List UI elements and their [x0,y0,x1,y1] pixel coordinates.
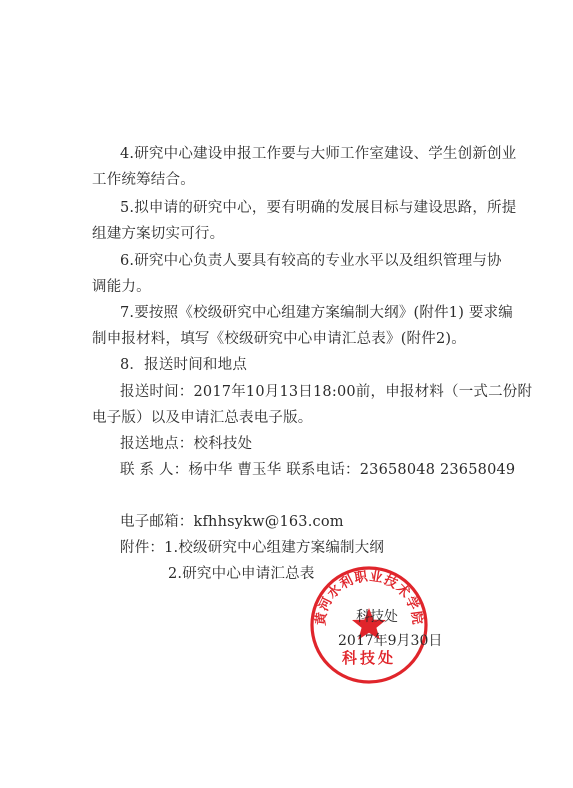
submit-time-line-2: 电子版）以及申请汇总表电子版。 [92,410,313,426]
paragraph-6-line-2: 调能力。 [92,279,151,295]
signature-department: 科技处 [356,609,398,625]
paragraph-5-line-2: 组建方案切实可行。 [92,226,225,242]
paragraph-7-line-2: 制申报材料，填写《校级研究中心申请汇总表》(附件2)。 [92,331,466,347]
submit-time-line-1: 报送时间：2017年10月13日18:00前，申报材料（一式二份附 [120,384,533,400]
paragraph-4-line-1: 4.研究中心建设申报工作要与大师工作室建设、学生创新创业 [120,146,517,162]
seal-arc-text: 黄河水利职业技术学院 [313,569,425,627]
paragraph-4-line-2: 工作统筹结合。 [92,172,195,188]
paragraph-7-line-1: 7.要按照《校级研究中心组建方案编制大纲》(附件1) 要求编 [120,305,513,321]
paragraph-5-line-1: 5.拟申请的研究中心，要有明确的发展目标与建设思路，所提 [120,200,517,216]
attachment-2: 2.研究中心申请汇总表 [168,566,315,582]
email-line: 电子邮箱：kfhhsykw@163.com [120,514,344,530]
signature-date: 2017年9月30日 [338,633,443,649]
section-8-heading: 8．报送时间和地点 [120,357,248,373]
attachment-1: 附件：1.校级研究中心组建方案编制大纲 [120,540,385,556]
seal-center-text: 科技处 [341,649,397,667]
paragraph-6-line-1: 6.研究中心负责人要具有较高的专业水平以及组织管理与协 [120,253,502,269]
submit-location: 报送地点：校科技处 [120,436,253,452]
contact-line: 联 系 人：杨中华 曹玉华 联系电话：23658048 23658049 [120,462,516,478]
